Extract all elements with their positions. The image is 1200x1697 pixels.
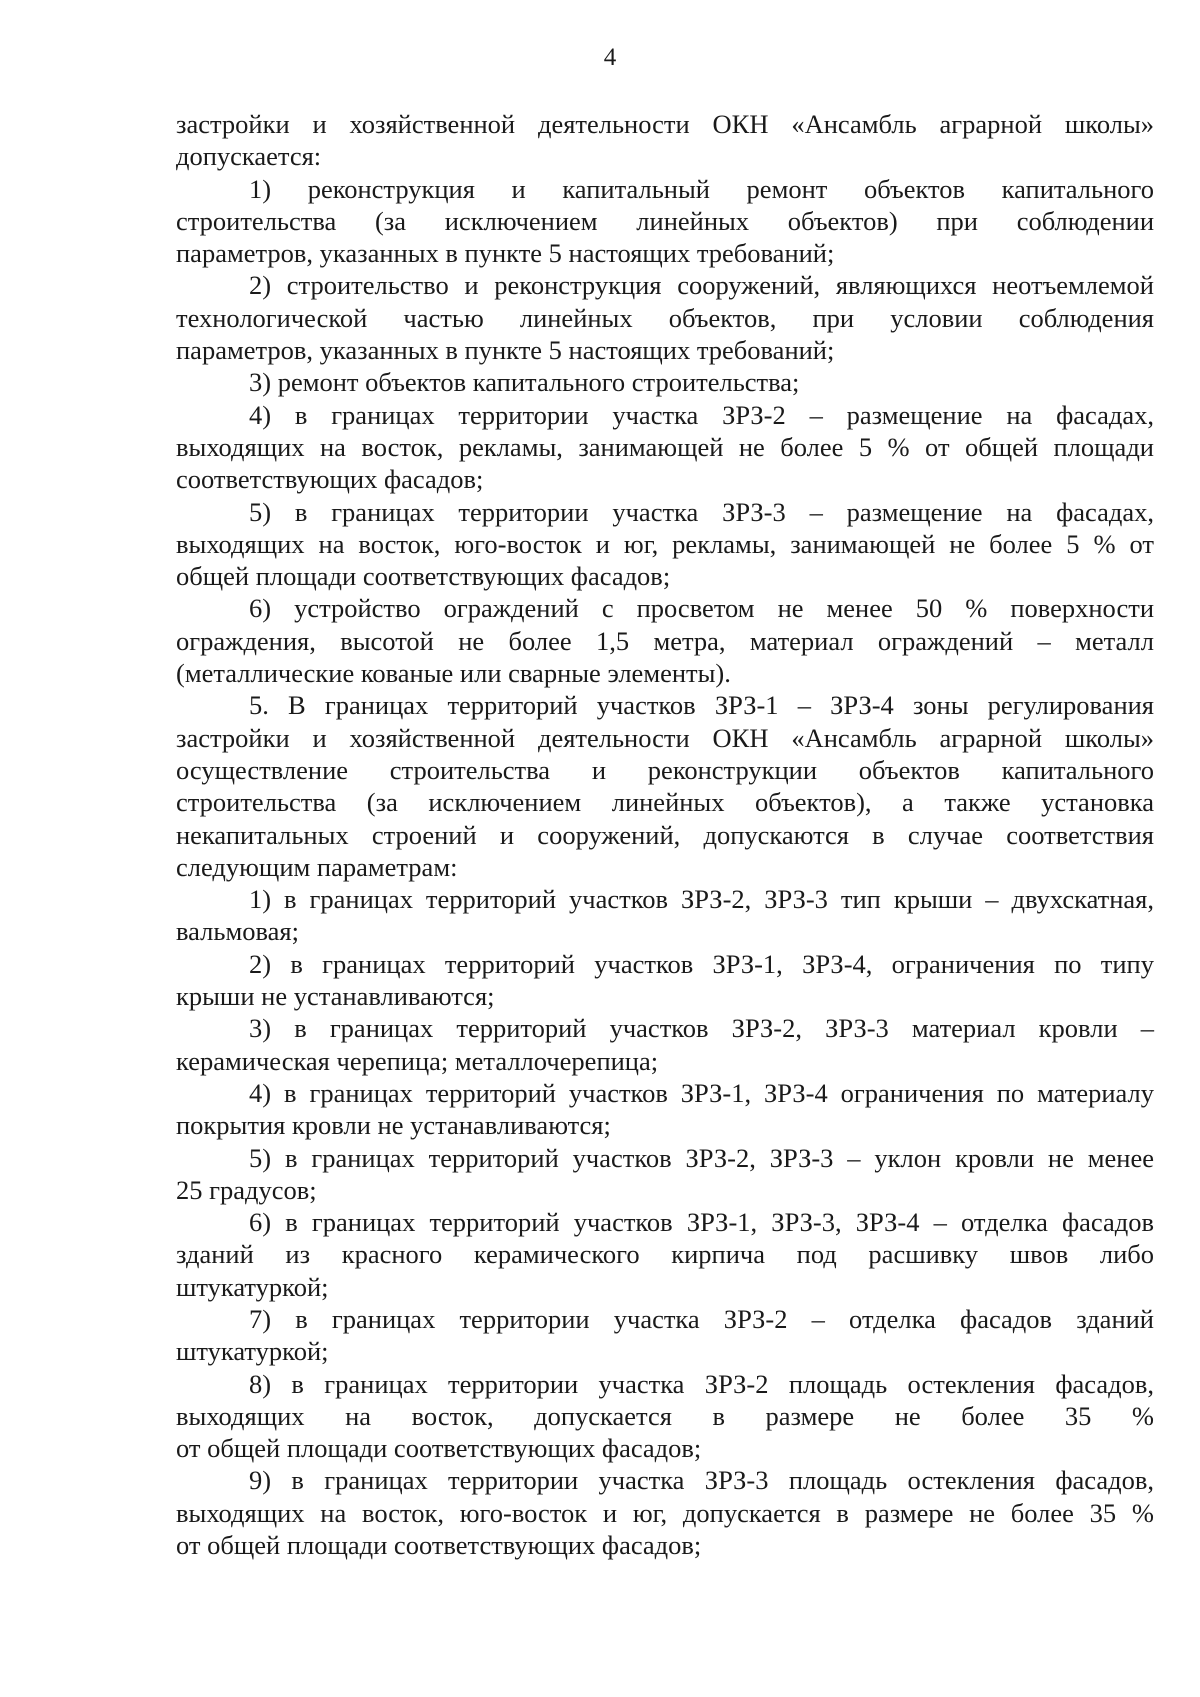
text-line: 1) реконструкция и капитальный ремонт объектов капитального: [249, 173, 1154, 204]
text-line: параметров, указанных в пункте 5 настоящих требований;: [176, 238, 835, 269]
text-line: зданий из красного керамического кирпича под расшивку швов либо: [176, 1239, 1154, 1270]
text-line: застройки и хозяйственной деятельности ОКН «Ансамбль аграрной школы»: [176, 722, 1154, 753]
page-number: 4: [603, 44, 617, 71]
text-line: 2) строительство и реконструкция сооружений, являющихся неотъемлемой: [249, 270, 1154, 301]
text-line: 9) в границах территории участка ЗРЗ-3 площадь остекления фасадов,: [249, 1465, 1154, 1496]
text-line: 25 градусов;: [176, 1174, 317, 1205]
document-body: [176, 108, 1154, 1561]
text-line: строительства (за исключением линейных объектов), а также установка: [176, 787, 1154, 818]
text-line: 7) в границах территории участка ЗРЗ-2 – отделка фасадов зданий: [249, 1303, 1154, 1334]
text-line: 3) в границах территорий участков ЗРЗ-2, ЗРЗ-3 материал кровли –: [249, 1013, 1154, 1044]
text-line: крыши не устанавливаются;: [176, 981, 495, 1012]
text-line: 1) в границах территорий участков ЗРЗ-2, ЗРЗ-3 тип крыши – двухскатная,: [249, 884, 1154, 915]
text-line: керамическая черепица; металлочерепица;: [176, 1045, 659, 1076]
text-line: соответствующих фасадов;: [176, 464, 484, 495]
text-line: вальмовая;: [176, 916, 299, 947]
text-line: от общей площади соответствующих фасадов;: [176, 1433, 702, 1464]
text-line: общей площади соответствующих фасадов;: [176, 561, 671, 592]
text-line: (металлические кованые или сварные элементы).: [176, 658, 731, 689]
text-line: строительства (за исключением линейных объектов) при соблюдении: [176, 205, 1154, 236]
text-line: 4) в границах территории участка ЗРЗ-2 – размещение на фасадах,: [249, 399, 1154, 430]
text-line: выходящих на восток, рекламы, занимающей не более 5 % от общей площади: [176, 431, 1154, 462]
text-line: 8) в границах территории участка ЗРЗ-2 площадь остекления фасадов,: [249, 1368, 1154, 1399]
text-line: 5) в границах территорий участков ЗРЗ-2, ЗРЗ-3 – уклон кровли не менее: [249, 1142, 1154, 1173]
text-line: осуществление строительства и реконструкции объектов капитального: [176, 754, 1154, 785]
text-line: 6) устройство ограждений с просветом не менее 50 % поверхности: [249, 593, 1154, 624]
text-line: штукатуркой;: [176, 1336, 329, 1367]
text-line: 5. В границах территорий участков ЗРЗ-1 – ЗРЗ-4 зоны регулирования: [249, 690, 1154, 721]
text-line: выходящих на восток, допускается в размере не более 35 %: [176, 1400, 1154, 1431]
text-line: от общей площади соответствующих фасадов;: [176, 1530, 702, 1561]
text-line: 2) в границах территорий участков ЗРЗ-1, ЗРЗ-4, ограничения по типу: [249, 948, 1154, 979]
text-line: ограждения, высотой не более 1,5 метра, материал ограждений – металл: [176, 625, 1154, 656]
text-line: технологической частью линейных объектов, при условии соблюдения: [176, 302, 1154, 333]
text-line: следующим параметрам:: [176, 851, 458, 882]
text-line: выходящих на восток, юго-восток и юг, допускается в размере не более 35 %: [176, 1497, 1154, 1528]
text-line: 3) ремонт объектов капитального строительства;: [249, 367, 800, 398]
text-line: 6) в границах территорий участков ЗРЗ-1, ЗРЗ-3, ЗРЗ-4 – отделка фасадов: [249, 1207, 1154, 1238]
text-line: 4) в границах территорий участков ЗРЗ-1, ЗРЗ-4 ограничения по материалу: [249, 1077, 1154, 1108]
text-line: 5) в границах территории участка ЗРЗ-3 – размещение на фасадах,: [249, 496, 1154, 527]
text-line: застройки и хозяйственной деятельности ОКН «Ансамбль аграрной школы»: [176, 109, 1154, 139]
text-line: некапитальных строений и сооружений, допускаются в случае соответствия: [176, 819, 1154, 850]
text-line: штукатуркой;: [176, 1271, 329, 1302]
text-line: параметров, указанных в пункте 5 настоящих требований;: [176, 335, 835, 366]
text-line: допускается:: [176, 141, 322, 172]
text-line: выходящих на восток, юго-восток и юг, рекламы, занимающей не более 5 % от: [176, 528, 1154, 559]
text-line: покрытия кровли не устанавливаются;: [176, 1110, 611, 1141]
